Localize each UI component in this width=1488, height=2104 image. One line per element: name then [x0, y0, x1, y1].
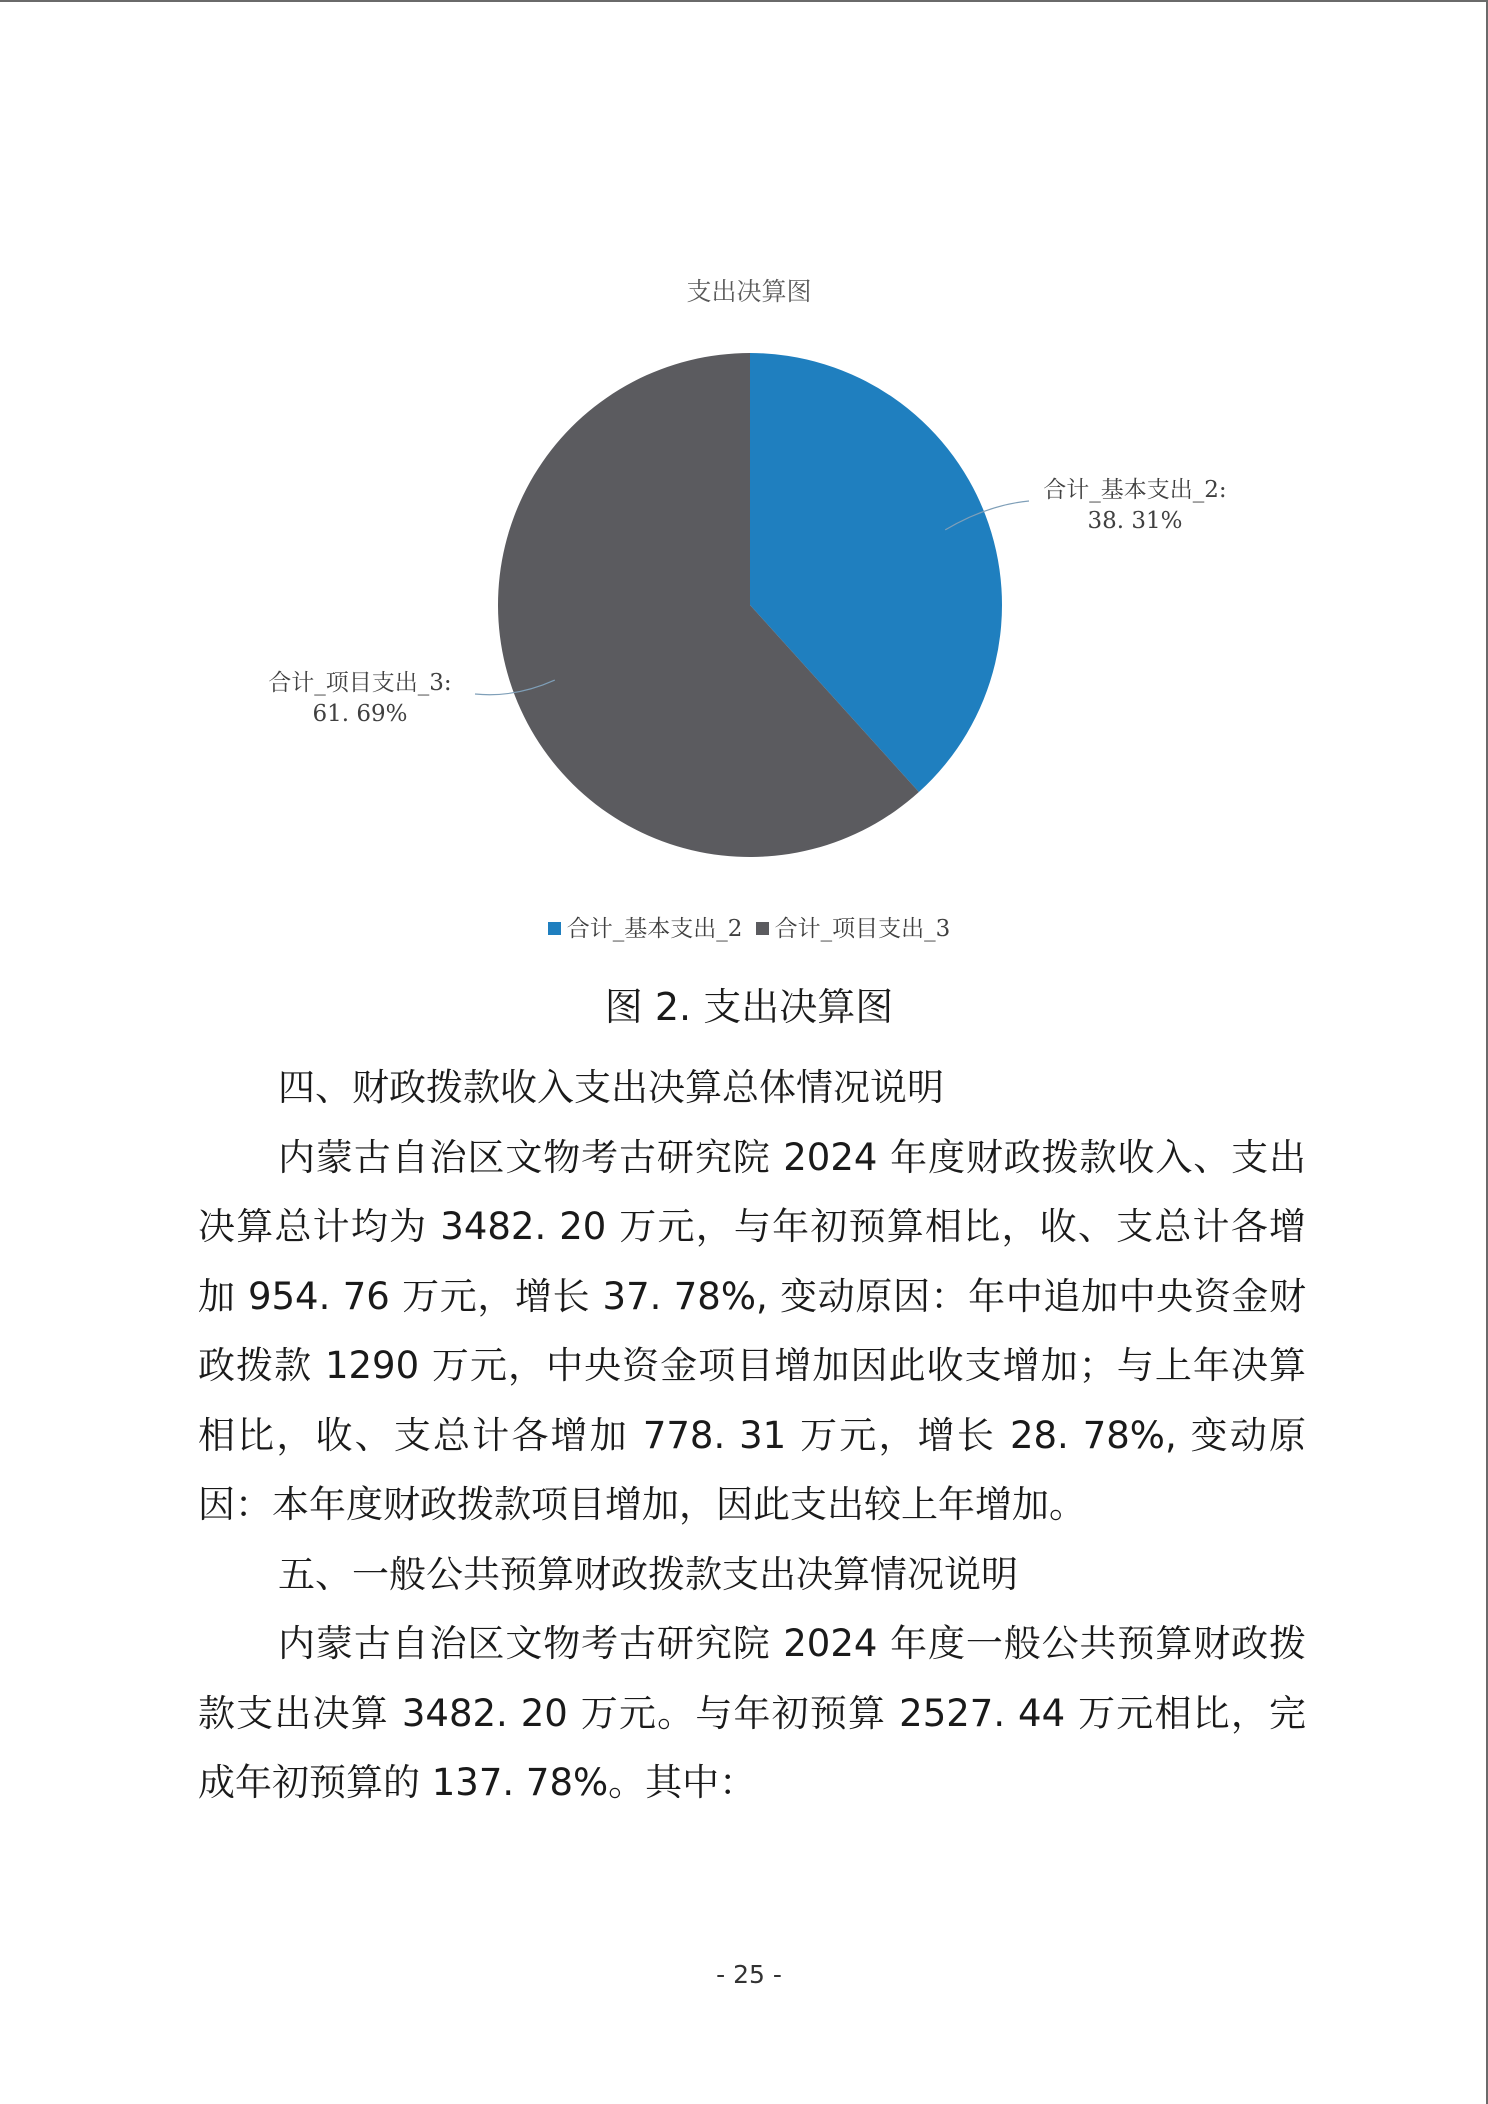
legend-label-project: 合计_项目支出_3	[774, 916, 951, 942]
slice-value-project: 61. 69%	[312, 701, 408, 727]
legend-swatch-project	[756, 922, 769, 935]
legend-item-basic	[548, 910, 743, 943]
legend-label-basic: 合计_基本支出_2	[566, 916, 743, 942]
page-number: - 25 -	[716, 1960, 782, 1989]
slice-label-project: 合计_项目支出_3:	[268, 670, 452, 696]
section-heading-5: 五、一般公共预算财政拨款支出决算情况说明	[278, 1552, 1018, 1596]
figure-caption: 图 2. 支出决算图	[604, 985, 894, 1029]
slice-value-basic: 38. 31%	[1087, 508, 1183, 534]
paragraph-general-budget: 内蒙古自治区文物考古研究院 2024 年度一般公共预算财政拨款支出决算 3482. 20 万元。与年初预算 2527. 44 万元相比，完成年初预算的 137. 78%。其中：	[198, 1622, 1306, 1804]
chart-legend	[0, 910, 1488, 943]
paragraph-fiscal-overview: 内蒙古自治区文物考古研究院 2024 年度财政拨款收入、支出决算总计均为 3482. 20 万元，与年初预算相比，收、支总计各增加 954. 76 万元，增长 37. 78%, 变动原因：年中追加中央资金财政拨款 1290 万元，中央资金项目增加因此收支增加；与上年决算相比，收、支总计各增加 778. 31 万元，增长 28. 78%, 变动原因：本年度财政拨款项目增加，因此支出较上年增加。	[198, 1135, 1306, 1526]
slice-label-basic: 合计_基本支出_2:	[1043, 477, 1227, 503]
legend-swatch-basic	[548, 922, 561, 935]
body-text	[198, 1053, 1306, 1818]
legend-item-project	[756, 910, 951, 943]
section-heading-4: 四、财政拨款收入支出决算总体情况说明	[278, 1066, 944, 1109]
chart-title: 支出决算图	[686, 277, 812, 306]
